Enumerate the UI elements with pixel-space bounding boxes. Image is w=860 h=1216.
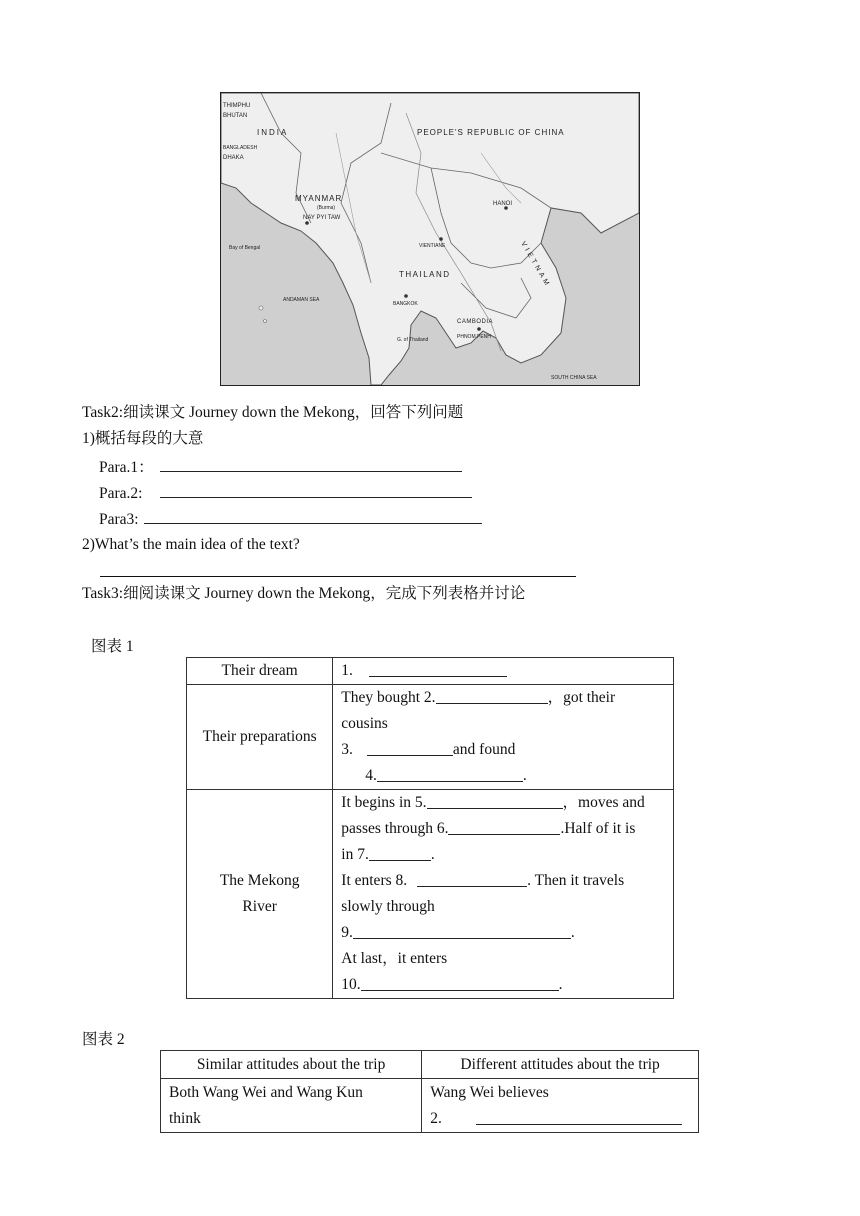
river-line2-end: .Half of it is bbox=[560, 820, 636, 837]
map-label-naypyitaw: NAY PYI TAW bbox=[303, 215, 341, 221]
map-label-hanoi: HANOI bbox=[493, 201, 513, 207]
prep-line4-number: 4. bbox=[365, 767, 377, 784]
table1-row-preparations bbox=[187, 685, 674, 790]
mekong-region-map bbox=[220, 92, 640, 386]
similar-cell bbox=[161, 1079, 422, 1133]
river-answer-cell bbox=[333, 790, 674, 999]
river-label-line1: The Mekong bbox=[219, 872, 300, 889]
river-line3-text: in 7. bbox=[341, 846, 369, 863]
map-label-india: INDIA bbox=[257, 128, 289, 137]
prep-line3-number: 3. bbox=[341, 741, 353, 758]
prep-line3-end: and found bbox=[452, 741, 516, 758]
river-line5-text: slowly through bbox=[341, 898, 435, 915]
map-label-phnompenh: PHNOM PENH bbox=[457, 334, 491, 340]
preparations-answer-cell bbox=[333, 685, 674, 790]
para2-blank[interactable] bbox=[160, 482, 472, 498]
different-header-label: Different attitudes about the trip bbox=[460, 1055, 660, 1073]
dream-answer-cell bbox=[333, 658, 674, 685]
river-label-cell bbox=[187, 790, 333, 999]
table2 bbox=[160, 1050, 699, 1133]
table2-caption: 图表 2 bbox=[82, 1031, 125, 1048]
prep-blank-4[interactable] bbox=[377, 765, 523, 782]
river-blank-10[interactable] bbox=[361, 974, 559, 991]
map-label-vietnam: VIETNAM bbox=[519, 240, 552, 290]
table1-row-river bbox=[187, 790, 674, 999]
table2-header-similar bbox=[161, 1051, 422, 1079]
river-line2-text: passes through 6. bbox=[341, 820, 449, 837]
task2-heading: Task2:细读课文 Journey down the Mekong，回答下列问题 bbox=[82, 404, 464, 421]
prep-blank-3[interactable] bbox=[367, 739, 453, 756]
river-line8-end: . bbox=[558, 976, 563, 993]
map-label-vientiane: VIENTIANE bbox=[419, 243, 446, 249]
river-line6-end: . bbox=[570, 924, 575, 941]
river-line3-end: . bbox=[430, 846, 435, 863]
dream-number: 1. bbox=[341, 662, 353, 679]
para3-row bbox=[99, 508, 482, 530]
river-line4-text: It enters 8. bbox=[341, 872, 408, 889]
river-label-line2: River bbox=[242, 898, 277, 915]
map-label-bangkok: BANGKOK bbox=[393, 301, 418, 307]
river-blank-7[interactable] bbox=[369, 844, 431, 861]
table2-header-different bbox=[422, 1051, 699, 1079]
dream-blank[interactable] bbox=[369, 660, 507, 677]
map-label-dhaka: DHAKA bbox=[223, 155, 244, 161]
prep-line1-text: They bought 2. bbox=[341, 689, 436, 706]
main-idea-blank[interactable] bbox=[100, 576, 576, 577]
river-line6-number: 9. bbox=[341, 924, 353, 941]
map-label-bay: Bay of Bengal bbox=[229, 245, 261, 251]
prep-blank-2[interactable] bbox=[436, 687, 548, 704]
map-label-cambodia: CAMBODIA bbox=[457, 319, 494, 325]
table2-header-row bbox=[161, 1051, 699, 1079]
dream-label-cell bbox=[187, 658, 333, 685]
para1-blank[interactable] bbox=[160, 456, 462, 472]
river-line1-end: ，moves and bbox=[562, 794, 645, 811]
table1 bbox=[186, 657, 674, 999]
river-blank-5[interactable] bbox=[427, 792, 563, 809]
map-label-andaman: ANDAMAN SEA bbox=[283, 297, 320, 303]
para2-row bbox=[99, 482, 472, 504]
map-label-southchina: SOUTH CHINA SEA bbox=[551, 375, 597, 381]
table1-row-dream bbox=[187, 658, 674, 685]
preparations-label: Their preparations bbox=[202, 728, 317, 745]
map-label-thimphu: THIMPHU bbox=[223, 103, 251, 109]
task2-question-1: 1)概括每段的大意 bbox=[82, 430, 204, 447]
prep-line2-text: cousins bbox=[341, 715, 388, 732]
task3-heading: Task3:细阅读课文 Journey down the Mekong，完成下列表格并讨论 bbox=[82, 585, 526, 602]
table2-body-row bbox=[161, 1079, 699, 1133]
different-line2-number: 2. bbox=[430, 1110, 442, 1127]
para3-label: Para3: bbox=[99, 511, 139, 528]
preparations-label-cell bbox=[187, 685, 333, 790]
different-cell bbox=[422, 1079, 699, 1133]
similar-line2: think bbox=[169, 1110, 201, 1127]
para1-label: Para.1： bbox=[99, 459, 154, 476]
river-blank-6[interactable] bbox=[448, 818, 560, 835]
river-line7-text: At last，it enters bbox=[341, 950, 448, 967]
map-label-thailand: THAILAND bbox=[399, 270, 451, 279]
river-blank-8[interactable] bbox=[417, 870, 527, 887]
map-graphic bbox=[221, 93, 639, 385]
prep-line1-end: ，got their bbox=[547, 689, 616, 706]
map-label-bhutan: BHUTAN bbox=[223, 113, 248, 119]
river-blank-9[interactable] bbox=[353, 922, 571, 939]
map-label-myanmar: MYANMAR bbox=[295, 194, 343, 203]
para1-row bbox=[99, 456, 462, 478]
map-label-bangladesh: BANGLADESH bbox=[223, 145, 258, 151]
task2-question-2: 2)What’s the main idea of the text? bbox=[82, 536, 300, 553]
similar-line1: Both Wang Wei and Wang Kun bbox=[169, 1084, 363, 1101]
table1-caption: 图表 1 bbox=[91, 638, 134, 655]
different-line1: Wang Wei believes bbox=[430, 1084, 549, 1101]
different-blank-2[interactable] bbox=[476, 1108, 682, 1125]
river-line8-number: 10. bbox=[341, 976, 361, 993]
dream-label: Their dream bbox=[221, 662, 298, 679]
prep-line4-end: . bbox=[522, 767, 527, 784]
map-label-burma: (Burma) bbox=[317, 205, 336, 211]
river-line4-end: . Then it travels bbox=[527, 872, 625, 889]
river-line1-text: It begins in 5. bbox=[341, 794, 427, 811]
map-label-china: PEOPLE'S REPUBLIC OF CHINA bbox=[417, 128, 565, 137]
para3-blank[interactable] bbox=[144, 508, 482, 524]
para2-label: Para.2: bbox=[99, 485, 143, 502]
map-label-gulf: G. of Thailand bbox=[397, 337, 429, 343]
similar-header-label: Similar attitudes about the trip bbox=[196, 1055, 386, 1073]
